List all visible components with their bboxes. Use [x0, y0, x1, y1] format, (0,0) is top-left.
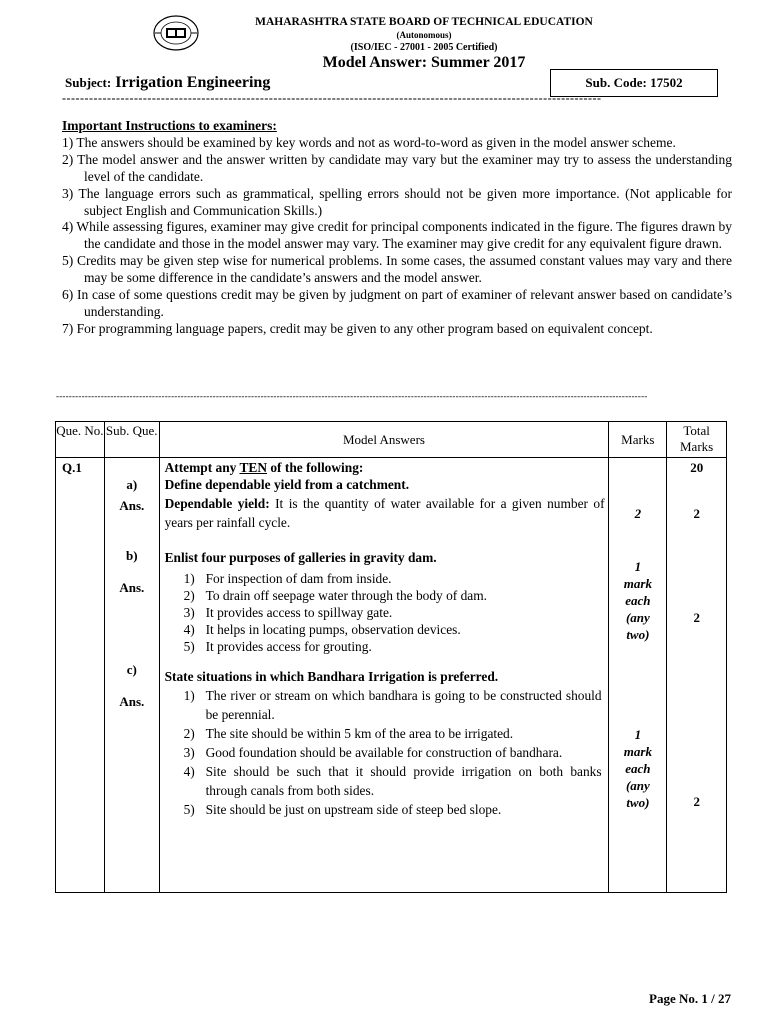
certification-label: (ISO/IEC - 27001 - 2005 Certified)	[350, 42, 498, 53]
intro-text-end: of the following:	[267, 460, 364, 475]
marks-c	[609, 726, 666, 811]
ans-label-c: Ans.	[119, 694, 145, 709]
header-divider: ------------------------------------------------------------------------------------------------------------------------	[62, 93, 602, 103]
instruction-item: 5) Credits may be given step wise for numerical problems. In some cases, the assumed constant values may vary and there may be some difference in the candidate’s answers and the model answer.	[62, 253, 732, 286]
list-text: For inspection of dam from inside.	[205, 571, 392, 586]
sub-label-c: c)	[126, 662, 137, 677]
list-text: The river or stream on which bandhara is going to be constructed should be perennial.	[205, 688, 602, 722]
instruction-item: 1) The answers should be examined by key words and not as word-to-word as given in the model answer scheme.	[62, 134, 676, 150]
header-que-no: Que. No.	[56, 422, 105, 458]
list-num: 3)	[183, 605, 195, 620]
list-num: 4)	[183, 622, 195, 637]
list-item	[184, 724, 602, 743]
table-header-row	[56, 422, 727, 458]
sub-label-b: b)	[126, 548, 138, 563]
marks-c-line: 1	[634, 727, 642, 742]
sub-code-box: Sub. Code: 17502	[550, 69, 718, 97]
total-c: 2	[693, 794, 700, 809]
marks-cell	[609, 458, 667, 893]
list-text: It provides access to spillway gate.	[205, 605, 393, 620]
list-text: Site should be just on upstream side of steep bed slope.	[205, 802, 502, 817]
list-num: 3)	[183, 745, 195, 760]
total-q1: 20	[690, 460, 704, 475]
header-total-marks: Total Marks	[667, 422, 727, 458]
marks-b-line: (any	[625, 610, 650, 625]
marks-c-line: mark	[623, 744, 652, 759]
question-number: Q.1	[62, 460, 82, 475]
instruction-item: 4) While assessing figures, examiner may give credit for principal components indicated in the figure. The figures drawn by the candidate and those in the model answer may vary. The examiner may give credit for any equivalent figure drawn.	[62, 219, 732, 252]
answer-a-text: It is the quantity of water available for a given number of years per rainfall cycle.	[164, 496, 605, 530]
answer-a-term: Dependable yield:	[164, 496, 270, 511]
list-num: 5)	[183, 802, 195, 817]
list-item	[184, 800, 602, 819]
marks-c-line: each	[625, 761, 651, 776]
question-a: Define dependable yield from a catchment.	[164, 477, 410, 492]
intro-ten: TEN	[239, 460, 268, 475]
list-item	[184, 621, 602, 638]
list-text: The site should be within 5 km of the area to be irrigated.	[205, 726, 514, 741]
intro-text: Attempt any	[164, 460, 240, 475]
list-item	[184, 570, 602, 587]
answers-cell	[159, 458, 609, 893]
list-item	[184, 638, 602, 655]
list-item	[184, 604, 602, 621]
answer-b-list	[184, 570, 602, 655]
list-item	[184, 587, 602, 604]
instruction-item: 2) The model answer and the answer written by candidate may vary but the examiner may try to assess the understanding level of the candidate.	[62, 151, 732, 184]
subject-line	[65, 74, 270, 92]
ans-label-b: Ans.	[119, 580, 145, 595]
instructions-title: Important Instructions to examiners:	[62, 118, 277, 133]
list-num: 2)	[183, 726, 195, 741]
answer-c-list	[184, 686, 602, 819]
marks-c-line: two)	[626, 795, 650, 810]
subject-label: Subject:	[65, 75, 112, 90]
marks-c-line: (any	[625, 778, 650, 793]
list-num: 5)	[183, 639, 195, 654]
header-sub-que: Sub. Que.	[104, 422, 159, 458]
examiner-instructions	[62, 118, 732, 338]
marks-b	[609, 558, 666, 643]
question-b: Enlist four purposes of galleries in gravity dam.	[164, 550, 437, 565]
que-no-cell	[56, 458, 105, 893]
list-item	[184, 686, 602, 724]
list-text: To drain off seepage water through the body of dam.	[205, 588, 487, 603]
list-text: Good foundation should be available for construction of bandhara.	[205, 745, 563, 760]
marks-b-line: each	[625, 593, 651, 608]
sub-que-cell	[104, 458, 159, 893]
answer-a	[165, 494, 605, 532]
table-row	[56, 458, 727, 893]
total-a: 2	[693, 506, 700, 521]
total-b: 2	[693, 610, 700, 625]
document-title: Model Answer: Summer 2017	[322, 54, 526, 71]
question-c: State situations in which Bandhara Irrigation is preferred.	[164, 669, 499, 684]
marks-a: 2	[634, 506, 642, 521]
list-text: It provides access for grouting.	[205, 639, 372, 654]
total-marks-cell	[667, 458, 727, 893]
instruction-item: 7) For programming language papers, credit may be given to any other program based on equivalent concept.	[62, 320, 653, 336]
marks-b-line: mark	[623, 576, 652, 591]
model-answer-table	[55, 421, 727, 893]
instruction-item: 3) The language errors such as grammatical, spelling errors should not be given more importance. (Not applicable for subject English and Communication Skills.)	[62, 185, 732, 218]
list-num: 4)	[183, 764, 195, 779]
header-model-answers: Model Answers	[159, 422, 609, 458]
instructions-divider: -----------------------------------------------------------------------------------------------------------------------------------------------------------------------------------------	[56, 392, 648, 400]
list-num: 1)	[183, 688, 195, 703]
autonomous-label: (Autonomous)	[396, 30, 452, 40]
list-item	[184, 762, 602, 800]
instruction-item: 6) In case of some questions credit may be given by judgment on part of examiner of relevant answer based on candidate’s understanding.	[62, 287, 732, 319]
header-marks: Marks	[609, 422, 667, 458]
list-item	[184, 743, 602, 762]
subject-name: Irrigation Engineering	[115, 74, 271, 91]
ans-label-a: Ans.	[119, 498, 145, 513]
page-number: Page No. 1 / 27	[649, 991, 731, 1006]
list-num: 2)	[183, 588, 195, 603]
sub-label-a: a)	[126, 477, 138, 492]
marks-b-line: 1	[634, 559, 642, 574]
board-name: MAHARASHTRA STATE BOARD OF TECHNICAL EDUCATION	[255, 16, 593, 28]
list-num: 1)	[183, 571, 195, 586]
list-text: It helps in locating pumps, observation devices.	[205, 622, 461, 637]
marks-b-line: two)	[626, 627, 650, 642]
list-text: Site should be such that it should provide irrigation on both banks through canals from both sides.	[205, 764, 602, 798]
